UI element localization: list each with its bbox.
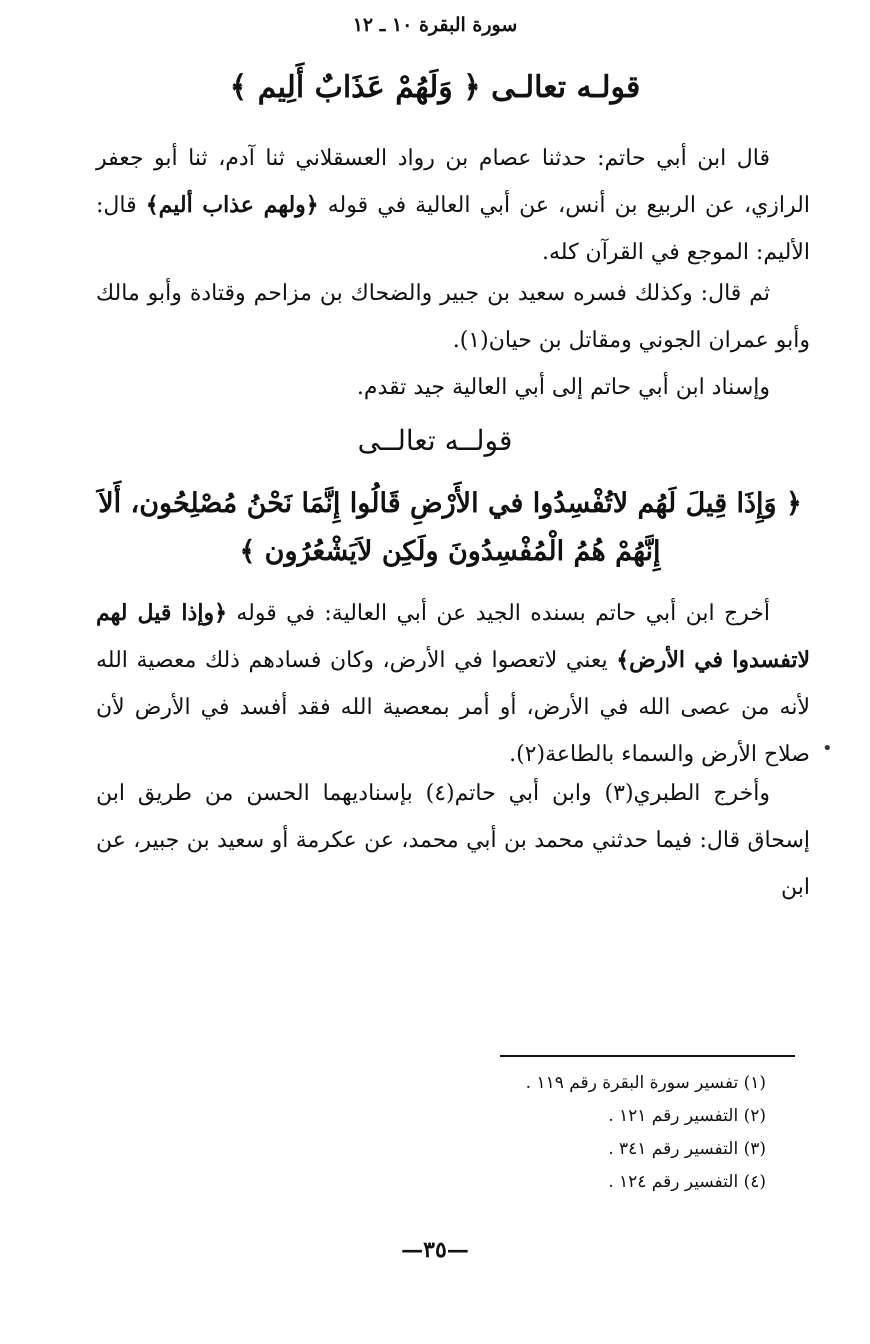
footnote-4: (٤) التفسير رقم ١٢٤ . <box>608 1172 766 1192</box>
paragraph-3: وإسناد ابن أبي حاتم إلى أبي العالية جيد تقدم. <box>356 375 770 400</box>
footnote-1: (١) تفسير سورة البقرة رقم ١١٩ . <box>525 1073 766 1093</box>
footnotes <box>500 1067 766 1199</box>
paragraph-4 <box>96 590 810 778</box>
paragraph-1-text-a: قال ابن أبي حاتم: حدثنا عصام بن رواد العسقلاني ثنا آدم، ثنا أبو جعفر الرازي، عن الربيع بن أنس، عن أبي العالية في قوله <box>96 146 810 218</box>
quran-verse: ﴿ وَإِذَا قِيلَ لَهُم لاتُفْسِدُوا في الأَرْضِ قَالُوا إِنَّمَا نَحْنُ مُصْلِحُون، أَلاَ إِنَّهُمْ هُمُ الْمُفْسِدُونَ ولَكِن لاَيَشْعُرُون ﴾ <box>98 488 802 567</box>
footnote-3: (٣) التفسير رقم ٣٤١ . <box>608 1139 766 1159</box>
paragraph-2: ثم قال: وكذلك فسره سعيد بن جبير والضحاك بن مزاحم وقتادة وأبو مالك وأبو عمران الجوني ومقاتل بن حيان(١). <box>96 281 810 353</box>
paragraph-5: وأخرج الطبري(٣) وابن أبي حاتم(٤) بإسناديهما الحسن من طريق ابن إسحاق قال: فيما حدثني محمد بن أبي محمد، عن عكرمة أو سعيد بن جبير، عن ابن <box>96 781 810 900</box>
paragraph-1 <box>96 135 810 276</box>
paragraph-1-text-b: قال: الأليم: الموجع في القرآن كله. <box>96 193 810 265</box>
page-number: —٣٥— <box>401 1237 469 1263</box>
paragraph-4-quote: ﴿وإذا قيل لهم لاتفسدوا في الأرض﴾ <box>96 600 811 673</box>
section-heading-1: قولـه تعالـى ﴿ وَلَهُمْ عَذَابٌ أَلِيم ﴾ <box>229 70 641 105</box>
footnote-2: (٢) التفسير رقم ١٢١ . <box>608 1106 766 1126</box>
section-heading-2: قولــه تعالــى <box>357 424 513 457</box>
running-head: سورة البقرة ١٠ ـ ١٢ <box>352 14 518 36</box>
margin-mark: • <box>822 738 833 759</box>
paragraph-4-text-a: أخرج ابن أبي حاتم بسنده الجيد عن أبي العالية: في قوله <box>226 601 771 626</box>
paragraph-4-text-b: يعني لاتعصوا في الأرض، وكان فسادهم ذلك معصية الله لأنه من عصى الله في الأرض، أو أمر بمعصية الله فقد أفسد في الأرض لأن صلاح الأرض والسماء بالطاعة(٢). <box>96 648 810 767</box>
footnote-divider <box>500 1055 795 1057</box>
paragraph-1-quote: ﴿ولهم عذاب أليم﴾ <box>145 192 319 218</box>
